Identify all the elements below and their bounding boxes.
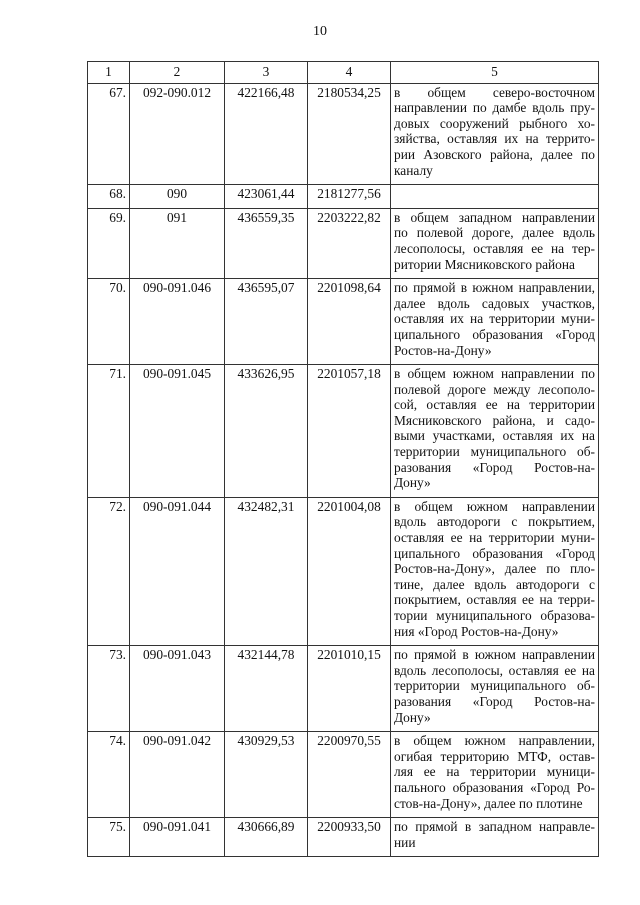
description-line: тине, далее вдоль автодороги с (394, 576, 595, 592)
description-line: ритории Мясниковского района (394, 256, 575, 272)
description-line: каналу (394, 162, 433, 178)
table-row (88, 646, 599, 732)
description-line: в общем южном направлении, (394, 733, 595, 749)
point-number-cell: 70. (88, 279, 130, 365)
description-line: Дону» (394, 475, 431, 491)
x-coordinate-cell: 430666,89 (225, 818, 308, 857)
table-row (88, 365, 599, 498)
y-coordinate-cell: 2201057,18 (308, 365, 391, 498)
point-number-cell: 75. (88, 818, 130, 857)
x-coordinate-cell: 432482,31 (225, 497, 308, 645)
description-line: покрытием, оставляя ее на терри- (394, 592, 595, 608)
description-line: ляя ее на территории муници- (394, 764, 595, 780)
y-coordinate-cell: 2201098,64 (308, 279, 391, 365)
y-coordinate-cell: 2200933,50 (308, 818, 391, 857)
table-row (88, 208, 599, 278)
table-row (88, 279, 599, 365)
description-line: нии (394, 834, 416, 850)
description-line: оставляя ее на территории муни- (394, 530, 595, 546)
point-code-cell: 090-091.042 (130, 732, 225, 818)
description-line: направлении по дамбе вдоль пру- (394, 100, 595, 116)
boundary-points-table (87, 61, 599, 857)
x-coordinate-cell: 423061,44 (225, 185, 308, 209)
description-line: территории муниципального об- (394, 444, 595, 460)
description-line: довых сооружений рыбного хо- (394, 115, 595, 131)
description-line: в общем западном направлении (394, 209, 595, 225)
description-line: сой, оставляя ее на территории (394, 397, 595, 413)
column-header: 1 (88, 62, 130, 84)
description-line: по прямой в западном направле- (394, 819, 595, 835)
description-line: стов-на-Дону», далее по плотине (394, 795, 583, 811)
point-number-cell: 71. (88, 365, 130, 498)
point-number-cell: 74. (88, 732, 130, 818)
column-header: 3 (225, 62, 308, 84)
description-line: Ростов-на-Дону» (394, 342, 492, 358)
y-coordinate-cell: 2180534,25 (308, 83, 391, 185)
table-row (88, 185, 599, 209)
description-cell (391, 208, 599, 278)
x-coordinate-cell: 433626,95 (225, 365, 308, 498)
point-number-cell: 68. (88, 185, 130, 209)
table-row (88, 818, 599, 857)
y-coordinate-cell: 2201004,08 (308, 497, 391, 645)
description-line: в общем южном направлении по (394, 366, 595, 382)
y-coordinate-cell: 2181277,56 (308, 185, 391, 209)
point-code-cell: 090-091.045 (130, 365, 225, 498)
description-line: лесополосы, оставляя ее на тер- (394, 240, 595, 256)
description-line: тории муниципального образова- (394, 608, 595, 623)
table-row (88, 732, 599, 818)
description-line: по прямой в южном направлении (394, 647, 595, 663)
description-line: по полевой дороге, далее вдоль (394, 225, 595, 241)
point-code-cell: 090 (130, 185, 225, 209)
y-coordinate-cell: 2201010,15 (308, 646, 391, 732)
point-number-cell: 73. (88, 646, 130, 732)
point-number-cell: 69. (88, 208, 130, 278)
x-coordinate-cell: 422166,48 (225, 83, 308, 185)
point-code-cell: 092-090.012 (130, 83, 225, 185)
point-code-cell: 091 (130, 208, 225, 278)
column-header: 4 (308, 62, 391, 84)
description-line: в общем южном направлении (394, 498, 595, 514)
description-line: Мясниковского района, и садо- (394, 412, 595, 428)
description-line: полевой дороге между лесополо- (394, 381, 595, 397)
x-coordinate-cell: 430929,53 (225, 732, 308, 818)
point-number-cell: 72. (88, 497, 130, 645)
column-header: 2 (130, 62, 225, 84)
point-code-cell: 090-091.043 (130, 646, 225, 732)
point-code-cell: 090-091.041 (130, 818, 225, 857)
table-header-row (88, 62, 599, 84)
description-line: Ростов-на-Дону», далее по пло- (394, 561, 595, 577)
x-coordinate-cell: 436559,35 (225, 208, 308, 278)
y-coordinate-cell: 2200970,55 (308, 732, 391, 818)
description-line: разования «Город Ростов-на- (394, 693, 595, 709)
point-number-cell: 67. (88, 83, 130, 185)
description-line: территории муниципального об- (394, 678, 595, 694)
description-cell (391, 732, 599, 818)
description-line: оставляя их на территории муни- (394, 311, 595, 327)
x-coordinate-cell: 436595,07 (225, 279, 308, 365)
y-coordinate-cell: 2203222,82 (308, 208, 391, 278)
description-cell (391, 497, 599, 645)
description-cell (391, 279, 599, 365)
point-code-cell: 090-091.046 (130, 279, 225, 365)
description-cell (391, 646, 599, 732)
description-line: вдоль лесополосы, оставляя ее на (394, 662, 595, 678)
point-code-cell: 090-091.044 (130, 497, 225, 645)
description-line: выми участками, оставляя их на (394, 428, 595, 444)
description-line: ния «Город Ростов-на-Дону» (394, 623, 559, 639)
description-line: вдоль автодороги с покрытием, (394, 514, 595, 530)
description-line: в общем северо-восточном (394, 84, 595, 100)
x-coordinate-cell: 432144,78 (225, 646, 308, 732)
description-line: по прямой в южном направлении, (394, 280, 595, 296)
description-line: Дону» (394, 709, 431, 725)
description-line: далее вдоль садовых участков, (394, 295, 595, 311)
column-header: 5 (391, 62, 599, 84)
page-number: 10 (313, 24, 327, 39)
description-cell (391, 365, 599, 498)
description-line: пального образования «Город Ро- (394, 779, 595, 795)
description-line: ципального образования «Город (394, 545, 595, 561)
table-row (88, 497, 599, 645)
description-cell (391, 83, 599, 185)
description-line: разования «Город Ростов-на- (394, 459, 595, 475)
description-line: зяйства, оставляя их на террито- (394, 131, 595, 147)
table-row (88, 83, 599, 185)
description-line: рии Азовского района, далее по (394, 146, 595, 162)
description-cell (391, 818, 599, 857)
description-line: огибая территорию МТФ, остав- (394, 748, 595, 764)
description-cell (391, 185, 599, 209)
description-line: ципального образования «Город (394, 326, 595, 342)
